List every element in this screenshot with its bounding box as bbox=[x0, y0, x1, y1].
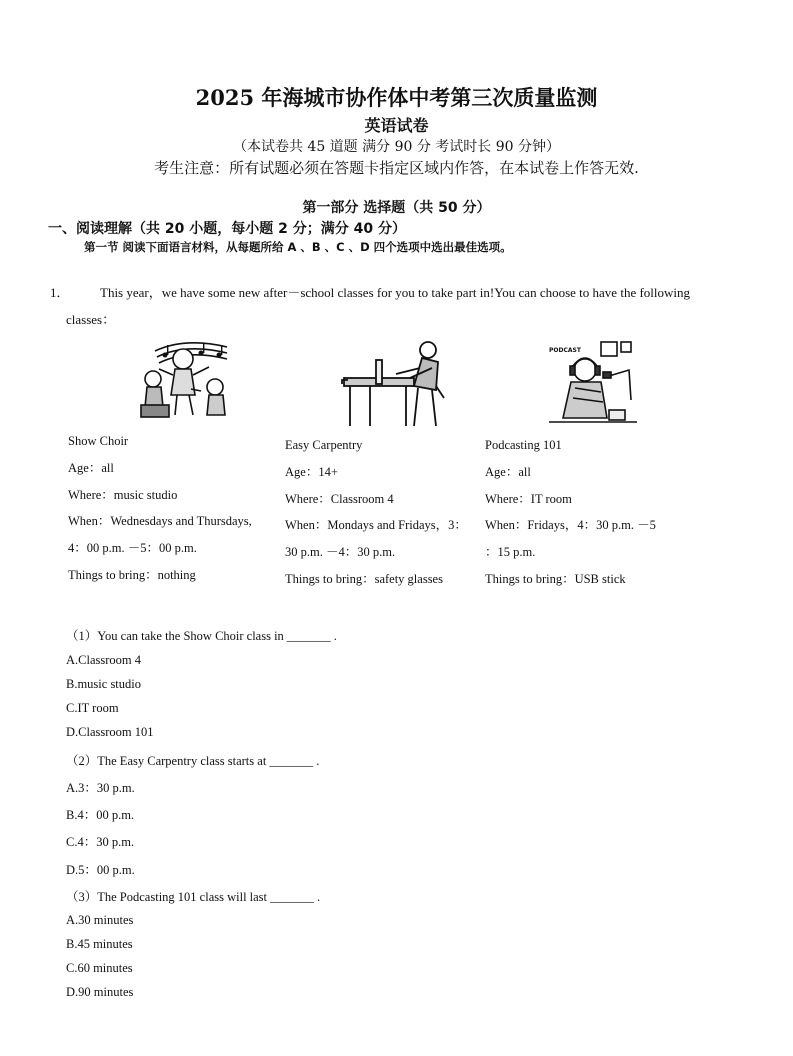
podcast-sign-text: PODCAST bbox=[549, 347, 581, 354]
exam-subject: 英语试卷 bbox=[364, 116, 429, 135]
answer-option[interactable]: A.3：30 p.m. bbox=[66, 781, 135, 795]
class-things-to-bring: Things to bring：nothing bbox=[68, 567, 196, 582]
answer-option[interactable]: B.4：00 p.m. bbox=[66, 808, 135, 822]
answer-option[interactable]: B.45 minutes bbox=[66, 937, 133, 951]
section-title: 一、阅读理解（共 20 小题，每小题 2 分；满分 40 分） bbox=[48, 221, 406, 237]
answer-option[interactable]: C.60 minutes bbox=[66, 961, 133, 975]
exam-notice: 考生注意：所有试题必须在答题卡指定区域内作答，在本试卷上作答无效. bbox=[154, 159, 639, 177]
answer-option[interactable]: C.IT room bbox=[66, 701, 119, 715]
answer-option[interactable]: D.5：00 p.m. bbox=[66, 863, 135, 877]
section-instruction: 第一节 阅读下面语言材料，从每题所给 A 、B 、C 、D 四个选项中选出最佳选项。 bbox=[84, 240, 512, 254]
class-name: Podcasting 101 bbox=[485, 438, 562, 452]
class-age: Age：all bbox=[485, 464, 531, 479]
subquestion-stem: （3）The Podcasting 101 class will last _______ . bbox=[66, 890, 321, 904]
class-where: Where：IT room bbox=[485, 491, 572, 506]
class-card-podcasting bbox=[485, 432, 656, 593]
class-when: When：Fridays，4：30 p.m. －5 bbox=[485, 518, 656, 533]
class-where: Where：Classroom 4 bbox=[285, 491, 394, 506]
question-intro-continued: classes： bbox=[66, 312, 116, 327]
class-things-to-bring: Things to bring：safety glasses bbox=[285, 571, 443, 586]
subquestion-stem: （2）The Easy Carpentry class starts at _______ . bbox=[66, 754, 320, 768]
class-when: When：Wednesdays and Thursdays, bbox=[68, 514, 252, 529]
class-when-continued: 30 p.m. －4：30 p.m. bbox=[285, 545, 396, 560]
answer-option[interactable]: D.90 minutes bbox=[66, 985, 134, 999]
answer-option[interactable]: C.4：30 p.m. bbox=[66, 835, 135, 849]
class-age: Age：all bbox=[68, 460, 114, 475]
question-number: 1． bbox=[50, 285, 70, 300]
carpentry-illustration bbox=[340, 338, 455, 428]
exam-title: 2025 年海城市协作体中考第三次质量监测 bbox=[195, 85, 598, 110]
class-where: Where：music studio bbox=[68, 487, 178, 502]
answer-option[interactable]: B.music studio bbox=[66, 677, 142, 691]
subquestion-stem: （1）You can take the Show Choir class in _______ . bbox=[66, 629, 337, 643]
class-card-easy-carpentry bbox=[285, 432, 467, 593]
class-when-continued: 4：00 p.m. －5：00 p.m. bbox=[68, 541, 197, 556]
class-name: Show Choir bbox=[68, 434, 129, 448]
answer-option[interactable]: A.Classroom 4 bbox=[66, 653, 141, 667]
question-intro: This year，we have some new after－school classes for you to take part in!You can choose to have the following bbox=[100, 285, 691, 300]
answer-option[interactable]: A.30 minutes bbox=[66, 913, 134, 927]
show-choir-illustration bbox=[135, 333, 235, 425]
answer-option[interactable]: D.Classroom 101 bbox=[66, 725, 154, 739]
class-things-to-bring: Things to bring：USB stick bbox=[485, 571, 626, 586]
exam-info: （本试卷共 45 道题 满分 90 分 考试时长 90 分钟） bbox=[232, 139, 561, 155]
part-heading: 第一部分 选择题（共 50 分） bbox=[302, 200, 491, 216]
class-age: Age：14+ bbox=[285, 464, 338, 479]
class-card-show-choir bbox=[68, 428, 252, 589]
class-when: When：Mondays and Fridays，3： bbox=[285, 518, 467, 533]
class-name: Easy Carpentry bbox=[285, 438, 363, 452]
podcasting-illustration bbox=[545, 336, 640, 428]
class-when-continued: ：15 p.m. bbox=[485, 545, 536, 560]
